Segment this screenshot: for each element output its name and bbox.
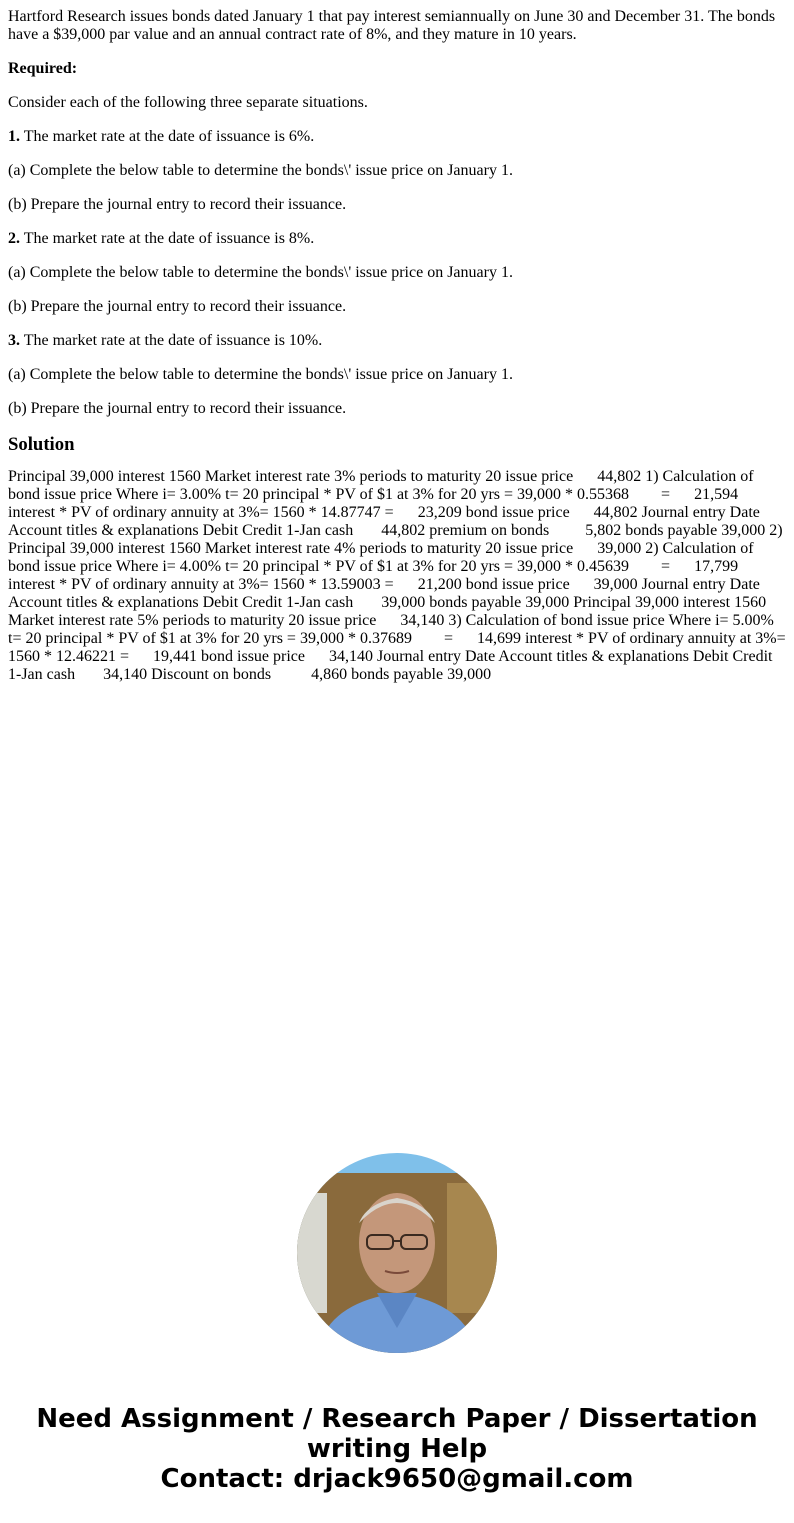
required-label-text: Required:: [8, 60, 78, 77]
photo-switchboard: [297, 1193, 327, 1313]
question-page: [8, 8, 790, 700]
situation-text: The market rate at the date of issuance is 10%.: [20, 332, 323, 349]
situation-number: 3.: [8, 332, 20, 349]
situation-text: The market rate at the date of issuance is 6%.: [20, 128, 315, 145]
situation-1-part-a: (a) Complete the below table to determine the bonds\' issue price on January 1.: [8, 162, 513, 179]
situation-2-part-b: (b) Prepare the journal entry to record their issuance.: [8, 298, 347, 315]
situation-1: [8, 128, 786, 146]
situation-3-part-b: (b) Prepare the journal entry to record their issuance.: [8, 400, 347, 417]
situation-2-part-a: (a) Complete the below table to determine the bonds\' issue price on January 1.: [8, 264, 513, 281]
promo-contact: Contact: drjack9650@gmail.com: [160, 1464, 634, 1494]
situation-3-part-a: (a) Complete the below table to determine the bonds\' issue price on January 1.: [8, 366, 513, 383]
situation-number: 2.: [8, 230, 20, 247]
consider-text: Consider each of the following three separate situations.: [8, 94, 368, 111]
solution-heading: Solution: [8, 434, 75, 455]
promo-line-1: Need Assignment / Research Paper / Dissertation: [36, 1404, 758, 1434]
question-intro: Hartford Research issues bonds dated January 1 that pay interest semiannually on June 30 and December 31. The bonds have a $39,000 par value and an annual contract rate of 8%, and they mature in 10 years.: [8, 8, 776, 43]
author-avatar: [297, 1153, 497, 1353]
photo-face: [359, 1193, 435, 1293]
promo-line-2: writing Help: [306, 1434, 488, 1464]
solution-body: Principal 39,000 interest 1560 Market interest rate 3% periods to maturity 20 issue price 44,802 1) Calculation of bond issue price Where i= 3.00% t= 20 principal * PV of $1 at 3% for 20 yrs = 39,000 * 0.55368 = 21,594 interest * PV of ordinary annuity at 3%= 1560 * 14.87747 = 23,209 bond issue price 44,802 Journal entry Date Account titles & explanations Debit Credit 1-Jan cash 44,802 premium on bonds 5,802 bonds payable 39,000 2) Principal 39,000 interest 1560 Market interest rate 4% periods to maturity 20 issue price 39,000 2) Calculation of bond issue price Where i= 4.00% t= 20 principal * PV of $1 at 3% for 20 yrs = 39,000 * 0.45639 = 17,799 interest * PV of ordinary annuity at 3%= 1560 * 13.59003 = 21,200 bond issue price 39,000 Journal entry Date Account titles & explanations Debit Credit 1-Jan cash 39,000 bonds payable 39,000 Principal 39,000 interest 1560 Market interest rate 5% periods to maturity 20 issue price 34,140 3) Calculation of bond issue price Where i= 5.00% t= 20 principal * PV of $1 at 3% for 20 yrs = 39,000 * 0.37689 = 14,699 interest * PV of ordinary annuity at 3%= 1560 * 12.46221 = 19,441 bond issue price 34,140 Journal entry Date Account titles & explanations Debit Credit 1-Jan cash 34,140 Discount on bonds 4,860 bonds payable 39,000: [8, 468, 790, 683]
situation-3: [8, 332, 786, 350]
situation-text: The market rate at the date of issuance is 8%.: [20, 230, 315, 247]
promo-banner: [0, 1404, 794, 1494]
author-photo: [297, 1153, 497, 1353]
situation-number: 1.: [8, 128, 20, 145]
required-label: [8, 60, 786, 78]
situation-2: [8, 230, 786, 248]
photo-carving: [447, 1183, 497, 1313]
situation-1-part-b: (b) Prepare the journal entry to record their issuance.: [8, 196, 347, 213]
